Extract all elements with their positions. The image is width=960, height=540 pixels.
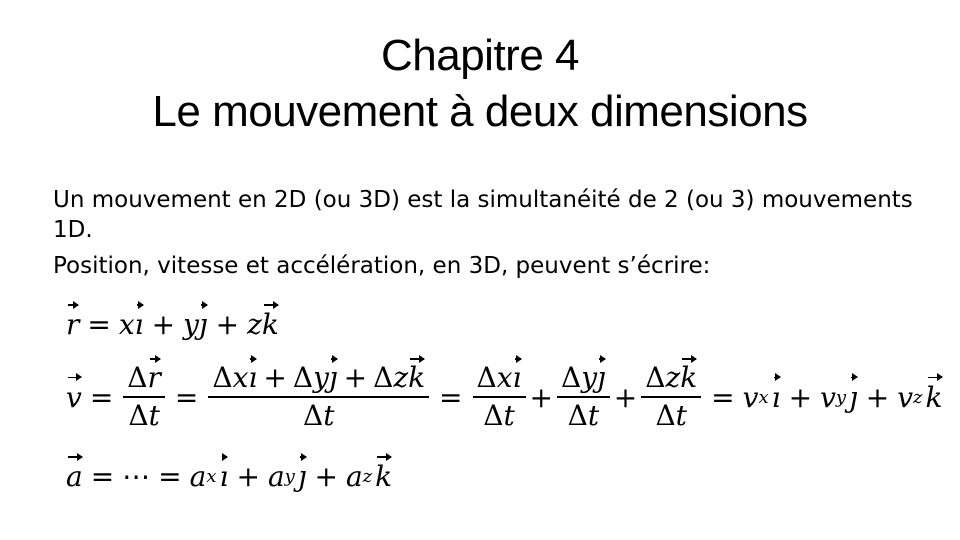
unit-vector-i: ı [219, 460, 229, 493]
unit-vector-k: k [375, 460, 393, 493]
unit-vector-i: ı [771, 380, 781, 414]
delta: Δ [560, 361, 582, 394]
ellipsis: ⋯ [122, 460, 151, 493]
var-v: v [820, 380, 836, 414]
unit-vector-i: ı [248, 361, 258, 394]
equals-sign: = [89, 380, 114, 414]
subscript-x: x [206, 466, 217, 487]
var-t: t [675, 399, 687, 432]
vector-a: a [66, 460, 83, 493]
var-z: z [247, 308, 262, 341]
delta: Δ [292, 361, 314, 394]
fraction-dy-dt [559, 362, 608, 432]
var-v: v [742, 380, 759, 414]
vector-v: v [66, 380, 82, 414]
var-a: a [189, 460, 207, 493]
equation-acceleration [66, 460, 392, 493]
var-x: x [496, 361, 513, 394]
var-t: t [323, 399, 335, 432]
plus-sign: + [613, 380, 638, 414]
slide-title [0, 28, 960, 140]
equals-sign: = [174, 380, 199, 414]
var-t: t [503, 399, 515, 432]
plus-sign: + [263, 361, 287, 394]
equals-sign: = [158, 460, 182, 493]
title-line-1: Chapitre 4 [380, 31, 579, 80]
unit-vector-j: ȷ [597, 361, 606, 394]
delta: Δ [483, 399, 504, 432]
plus-sign: + [343, 361, 368, 394]
subscript-y: y [284, 466, 295, 487]
subscript-z: z [913, 386, 923, 408]
equation-velocity [66, 362, 943, 432]
plus-sign: + [314, 460, 338, 493]
plus-sign: + [865, 380, 890, 414]
subscript-y: y [835, 386, 847, 408]
unit-vector-i: ı [134, 308, 144, 341]
unit-vector-k: k [408, 361, 426, 394]
var-v: v [897, 380, 914, 414]
delta: Δ [645, 361, 666, 394]
delta: Δ [476, 361, 497, 394]
unit-vector-k: k [261, 308, 279, 341]
var-y: y [313, 361, 329, 394]
fraction-dx-dt [475, 362, 524, 432]
unit-vector-j: ȷ [297, 460, 307, 493]
var-t: t [148, 399, 160, 432]
equals-sign: = [87, 308, 111, 341]
unit-vector-k: k [925, 380, 943, 414]
subscript-x: x [758, 386, 769, 408]
unit-vector-j: ȷ [328, 361, 338, 394]
var-z: z [393, 361, 409, 394]
equals-sign: = [711, 380, 735, 414]
paragraph-formulas-intro: Position, vitesse et accélération, en 3D, peuvent s’écrire: [53, 253, 711, 279]
delta: Δ [128, 399, 149, 432]
var-y: y [581, 361, 598, 394]
var-y: y [183, 308, 199, 341]
fraction-sum-over-dt [210, 362, 427, 432]
plus-sign: + [236, 460, 260, 493]
plus-sign: + [215, 308, 240, 341]
delta: Δ [127, 361, 148, 394]
vector-r: r [66, 308, 80, 341]
delta: Δ [212, 361, 233, 394]
title-line-2: Le mouvement à deux dimensions [152, 87, 808, 136]
slide-body [53, 185, 913, 281]
paragraph-intro: Un mouvement en 2D (ou 3D) est la simultanéité de 2 (ou 3) mouvements 1D. [53, 187, 913, 243]
unit-vector-j: ȷ [198, 308, 208, 341]
equals-sign: = [439, 380, 463, 414]
delta: Δ [302, 399, 324, 432]
fraction-dr-dt [125, 362, 163, 432]
plus-sign: + [788, 380, 813, 414]
plus-sign: + [529, 380, 553, 414]
unit-vector-i: ı [512, 361, 522, 394]
vector-r: r [147, 361, 161, 394]
unit-vector-j: ȷ [849, 380, 858, 414]
fraction-dz-dt [643, 362, 699, 432]
var-t: t [587, 399, 600, 432]
var-a: a [345, 460, 363, 493]
var-z: z [665, 361, 681, 394]
var-x: x [232, 361, 249, 394]
var-a: a [267, 460, 285, 493]
unit-vector-k: k [680, 361, 698, 394]
delta: Δ [567, 399, 588, 432]
equation-position [66, 308, 279, 341]
delta: Δ [373, 361, 394, 394]
plus-sign: + [151, 308, 176, 341]
equals-sign: = [90, 460, 115, 493]
subscript-z: z [362, 466, 373, 487]
delta: Δ [655, 399, 676, 432]
var-x: x [118, 308, 135, 341]
